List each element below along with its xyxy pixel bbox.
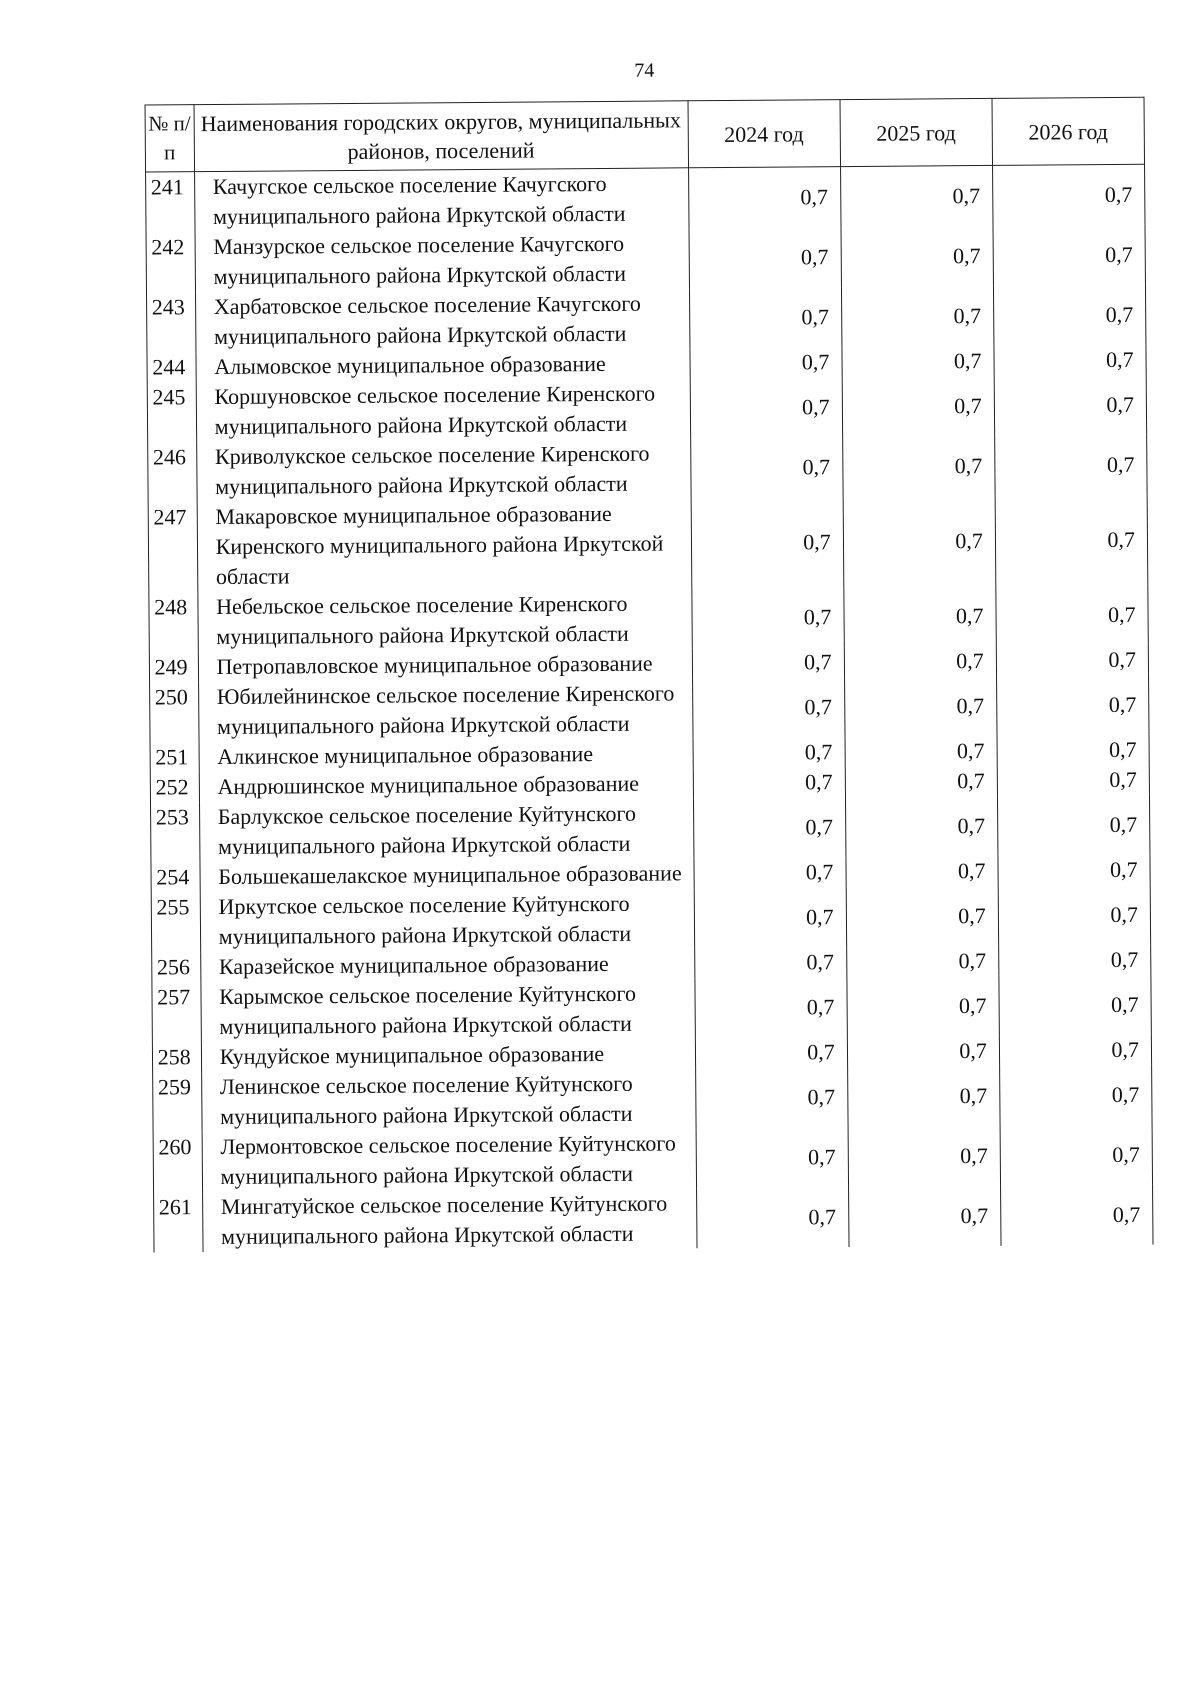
value-2025: 0,7 — [845, 766, 997, 797]
value-2025: 0,7 — [848, 1126, 1001, 1187]
row-number: 254 — [151, 862, 200, 892]
value-2024: 0,7 — [692, 677, 845, 738]
value-2026: 0,7 — [1000, 1125, 1153, 1186]
value-2024: 0,7 — [691, 497, 844, 588]
header-2026: 2026 год — [992, 97, 1145, 165]
value-2024: 0,7 — [690, 347, 842, 378]
row-number: 250 — [150, 682, 199, 742]
value-2025: 0,7 — [845, 796, 998, 857]
value-2024: 0,7 — [692, 647, 844, 678]
header-2024: 2024 год — [688, 100, 841, 168]
value-2024: 0,7 — [695, 1037, 847, 1068]
table-row — [154, 1185, 1153, 1253]
row-number: 260 — [153, 1132, 202, 1192]
row-name: Петропавловское муниципальное образование — [198, 648, 692, 682]
value-2024: 0,7 — [696, 1127, 849, 1188]
value-2026: 0,7 — [998, 855, 1150, 886]
value-2025: 0,7 — [847, 976, 1000, 1037]
value-2026: 0,7 — [998, 945, 1150, 976]
row-name: Лермонтовское сельское поселение Куйтунского муниципального района Иркутской области — [202, 1128, 696, 1192]
table-row — [147, 285, 1146, 353]
table-body — [146, 164, 1153, 1252]
value-2024: 0,7 — [690, 377, 843, 438]
table-row — [152, 975, 1151, 1043]
value-2026: 0,7 — [999, 1035, 1151, 1066]
row-number: 249 — [149, 652, 198, 682]
value-2025: 0,7 — [841, 226, 994, 287]
row-name: Ленинское сельское поселение Куйтунского муниципального района Иркутской области — [201, 1068, 695, 1132]
table-row — [146, 225, 1145, 293]
row-number: 255 — [151, 892, 200, 952]
row-name: Манзурское сельское поселение Качугского муниципального района Иркутской области — [195, 228, 689, 292]
row-name: Небельское сельское поселение Киренского муниципального района Иркутской области — [198, 588, 692, 652]
value-2026: 0,7 — [993, 285, 1146, 346]
value-2025: 0,7 — [846, 946, 998, 977]
value-2024: 0,7 — [690, 437, 843, 498]
row-number: 252 — [150, 772, 199, 802]
row-name: Мингатуйское сельское поселение Куйтунского муниципального района Иркутской области — [202, 1188, 696, 1252]
table-row — [147, 375, 1146, 443]
value-2025: 0,7 — [844, 586, 997, 647]
value-2025: 0,7 — [840, 165, 993, 227]
row-number: 241 — [146, 172, 195, 233]
value-2026: 0,7 — [996, 645, 1148, 676]
value-2026: 0,7 — [994, 375, 1147, 436]
value-2024: 0,7 — [693, 737, 845, 768]
value-2024: 0,7 — [694, 947, 846, 978]
row-name: Алкинское муниципальное образование — [199, 738, 693, 772]
value-2025: 0,7 — [844, 646, 996, 677]
row-number: 256 — [152, 952, 201, 982]
value-2024: 0,7 — [689, 287, 842, 348]
row-name: Карымское сельское поселение Куйтунского муниципального района Иркутской области — [201, 978, 695, 1042]
value-2024: 0,7 — [695, 1067, 848, 1128]
row-name: Коршуновское сельское поселение Киренского муниципального района Иркутской области — [196, 378, 690, 442]
table-row — [153, 1125, 1152, 1193]
value-2024: 0,7 — [693, 767, 845, 798]
row-name: Алымовское муниципальное образование — [196, 348, 690, 382]
value-2025: 0,7 — [842, 376, 995, 437]
table-row — [151, 795, 1150, 863]
row-number: 246 — [148, 442, 197, 502]
row-name: Криволукское сельское поселение Киренского муниципального района Иркутской области — [196, 438, 690, 502]
value-2024: 0,7 — [694, 857, 846, 888]
row-name: Иркутское сельское поселение Куйтунского муниципального района Иркутской области — [200, 888, 694, 952]
value-2025: 0,7 — [848, 1186, 1001, 1247]
row-number: 258 — [152, 1042, 201, 1072]
row-number: 261 — [154, 1192, 203, 1252]
header-name: Наименования городских округов, муниципальных районов, поселений — [194, 101, 688, 172]
row-name: Макаровское муниципальное образование Киренского муниципального района Иркутской области — [197, 498, 692, 592]
row-number: 243 — [147, 292, 196, 352]
value-2025: 0,7 — [847, 1066, 1000, 1127]
row-name: Юбилейнинское сельское поселение Киренского муниципального района Иркутской области — [198, 678, 692, 742]
row-name: Качугское сельское поселение Качугского муниципального района Иркутской области — [194, 168, 688, 232]
table-row — [150, 675, 1149, 743]
value-2025: 0,7 — [846, 886, 999, 947]
value-2025: 0,7 — [847, 1036, 999, 1067]
value-2024: 0,7 — [694, 887, 847, 948]
value-2026: 0,7 — [1000, 1185, 1153, 1246]
value-2026: 0,7 — [994, 435, 1147, 496]
row-number: 251 — [150, 742, 199, 772]
header-2025: 2025 год — [840, 98, 993, 166]
value-2024: 0,7 — [688, 167, 841, 229]
row-name: Харбатовское сельское поселение Качугского муниципального района Иркутской области — [195, 288, 689, 352]
row-number: 259 — [153, 1072, 202, 1132]
row-name: Большекашелакское муниципальное образование — [200, 858, 694, 892]
value-2026: 0,7 — [996, 585, 1149, 646]
header-number: № п/п — [145, 105, 194, 172]
value-2026: 0,7 — [995, 495, 1148, 586]
table-header-row — [145, 97, 1144, 172]
value-2025: 0,7 — [842, 436, 995, 497]
row-name: Андрюшинское муниципальное образование — [199, 768, 693, 802]
value-2025: 0,7 — [846, 856, 998, 887]
value-2025: 0,7 — [845, 736, 997, 767]
allocation-table — [145, 97, 1154, 1253]
row-number: 242 — [146, 232, 195, 292]
row-name: Барлукское сельское поселение Куйтунского муниципального района Иркутской области — [199, 798, 693, 862]
table-row — [149, 585, 1148, 653]
value-2025: 0,7 — [843, 496, 996, 587]
value-2026: 0,7 — [996, 675, 1149, 736]
value-2025: 0,7 — [842, 346, 994, 377]
value-2026: 0,7 — [994, 345, 1146, 376]
value-2026: 0,7 — [997, 735, 1149, 766]
value-2026: 0,7 — [999, 975, 1152, 1036]
row-number: 257 — [152, 982, 201, 1042]
table-row — [151, 885, 1150, 953]
value-2024: 0,7 — [696, 1187, 849, 1248]
value-2024: 0,7 — [693, 797, 846, 858]
value-2026: 0,7 — [998, 885, 1151, 946]
table-row — [148, 495, 1148, 593]
row-name: Кундуйское муниципальное образование — [201, 1038, 695, 1072]
table-row — [153, 1065, 1152, 1133]
table-row — [146, 164, 1145, 232]
value-2026: 0,7 — [997, 795, 1150, 856]
value-2025: 0,7 — [844, 676, 997, 737]
value-2025: 0,7 — [841, 286, 994, 347]
row-number: 244 — [147, 352, 196, 382]
table-row — [148, 435, 1147, 503]
value-2024: 0,7 — [691, 587, 844, 648]
value-2026: 0,7 — [992, 164, 1145, 226]
value-2026: 0,7 — [999, 1065, 1152, 1126]
row-name: Каразейское муниципальное образование — [200, 948, 694, 982]
row-number: 245 — [147, 382, 196, 442]
row-number: 253 — [151, 802, 200, 862]
value-2024: 0,7 — [689, 227, 842, 288]
row-number: 248 — [149, 592, 198, 652]
row-number: 247 — [148, 502, 197, 592]
value-2024: 0,7 — [694, 977, 847, 1038]
value-2026: 0,7 — [993, 225, 1146, 286]
value-2026: 0,7 — [997, 765, 1149, 796]
page-number: 74 — [634, 59, 655, 82]
